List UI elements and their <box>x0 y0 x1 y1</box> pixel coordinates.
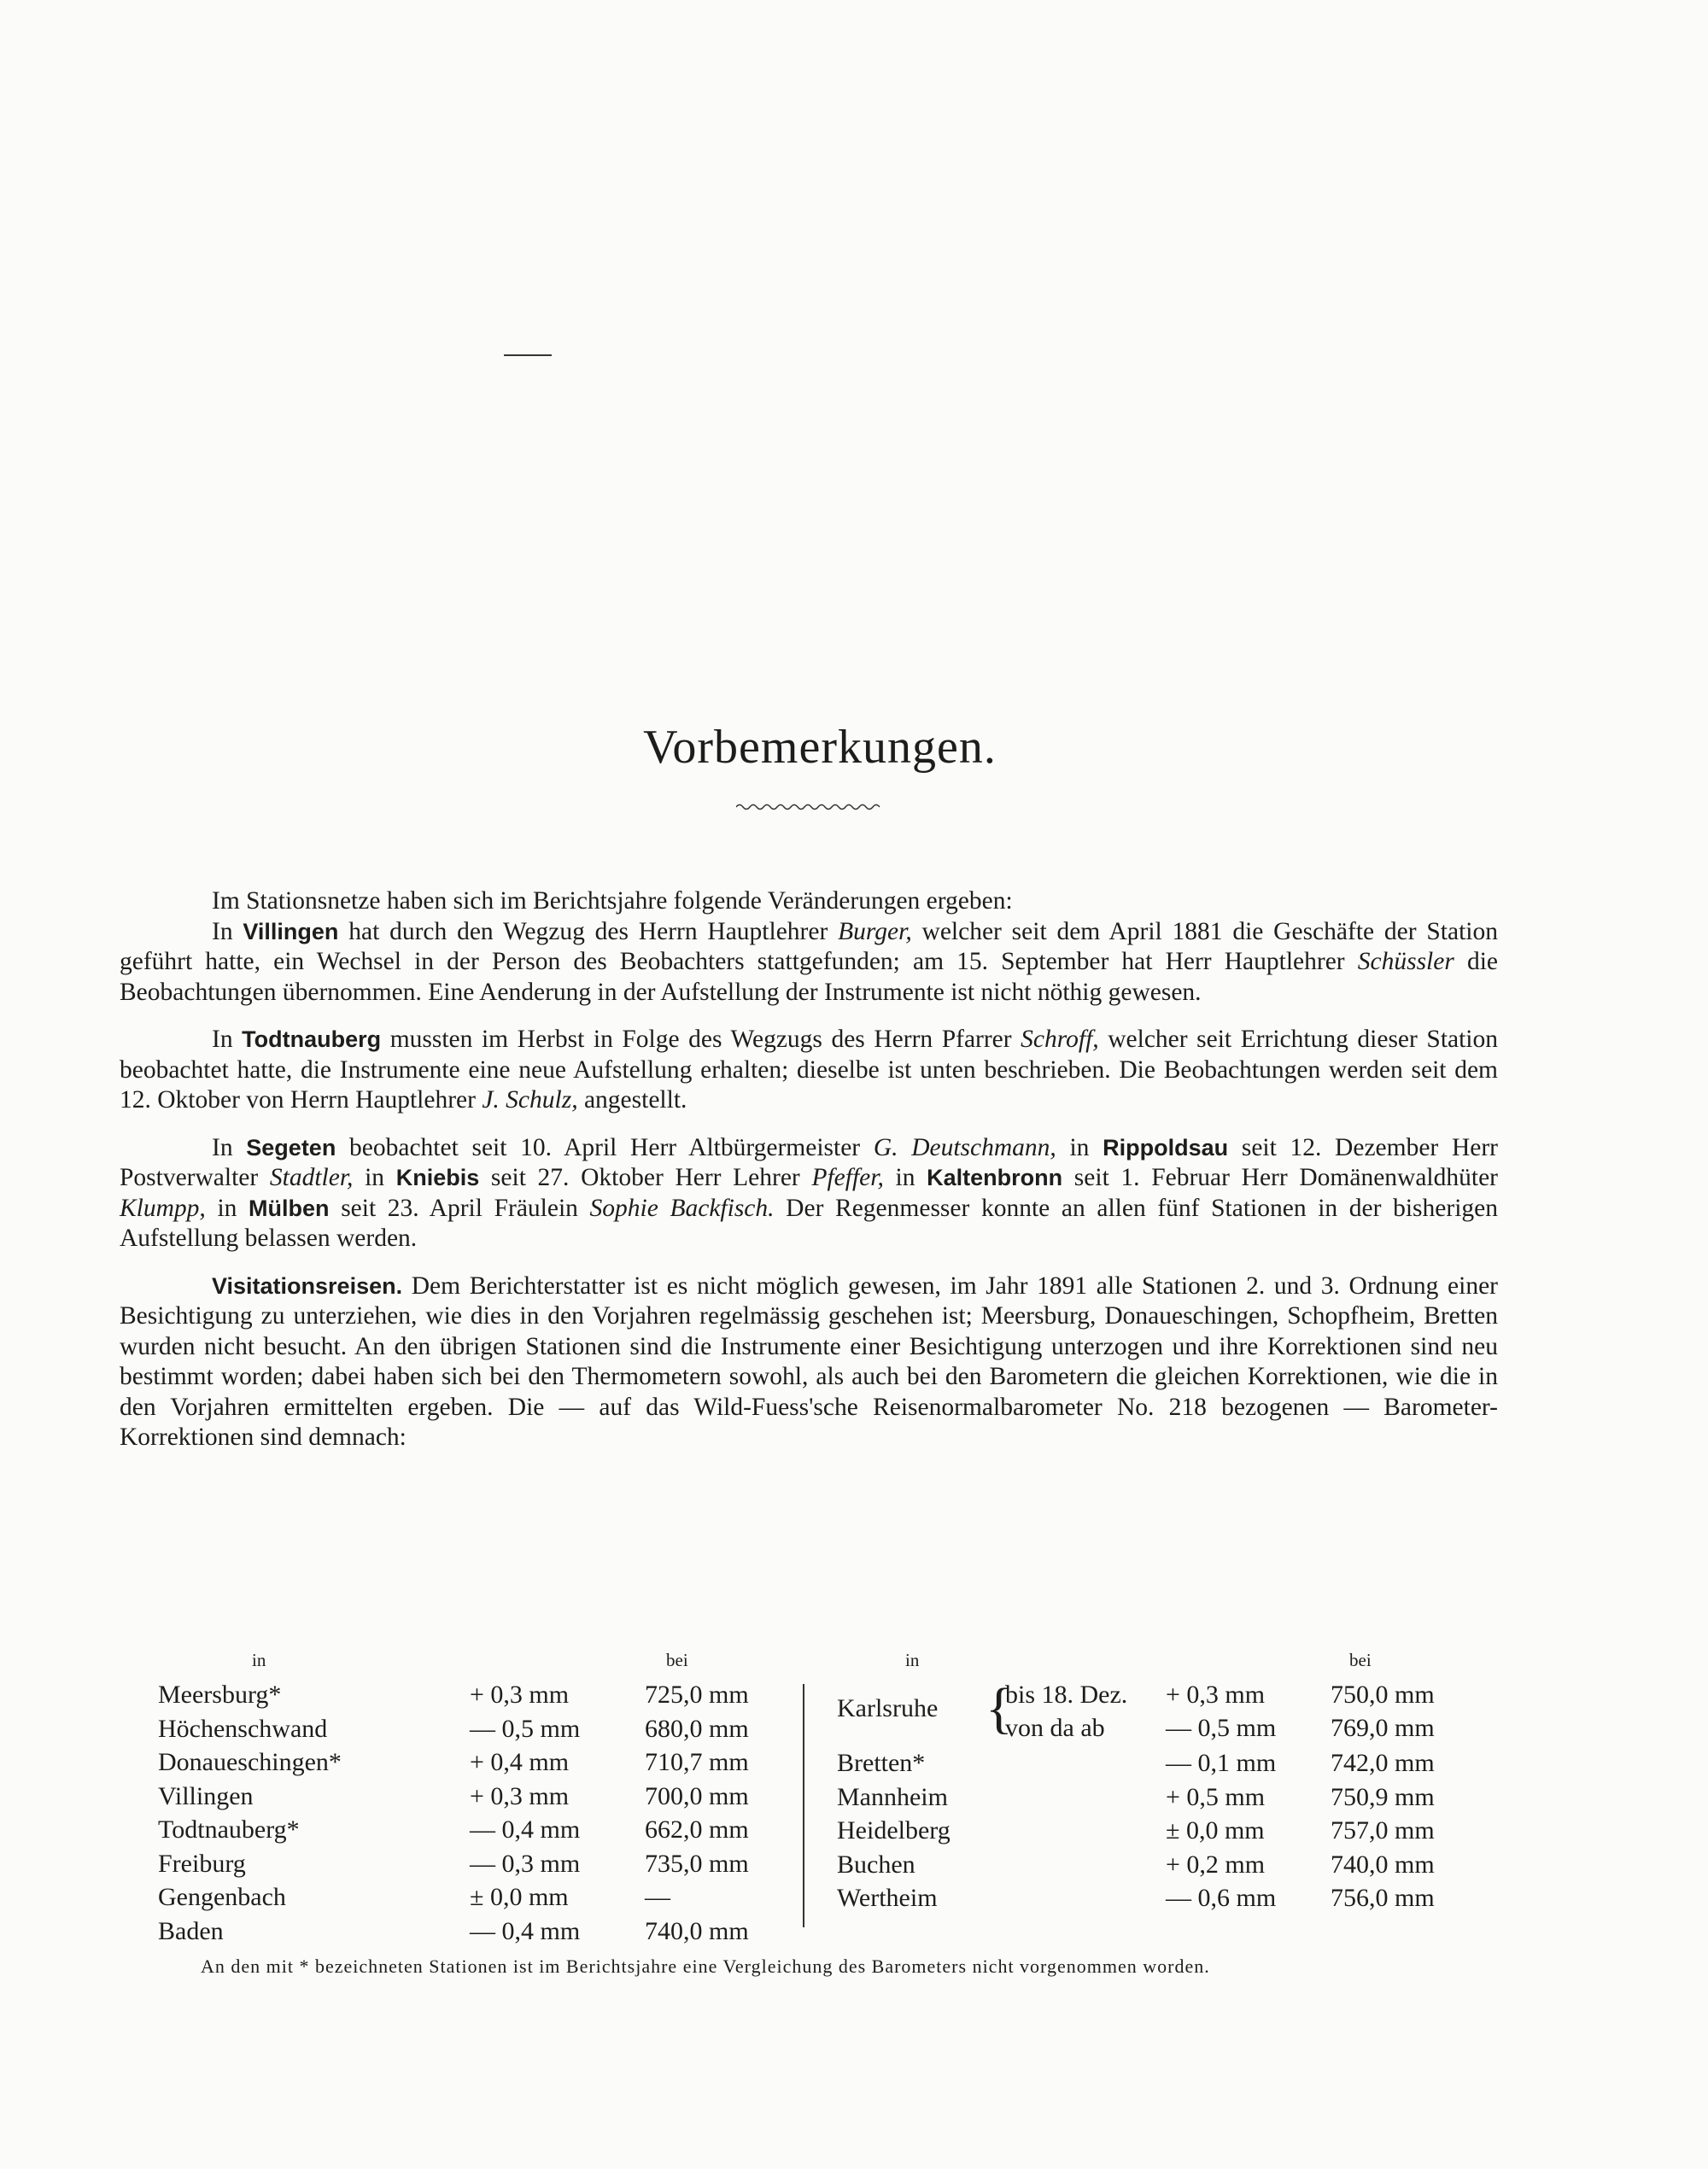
station-name: Villingen <box>243 918 339 944</box>
table-correction: — 0,4 mm <box>470 1916 581 1945</box>
table-period: bis 18. Dez. <box>1005 1681 1128 1709</box>
table-bei: 740,0 mm <box>1331 1850 1435 1879</box>
wavy-ornament <box>736 803 881 811</box>
paragraph-segeten: In Segeten beobachtet seit 10. April Herr Altbürgermeister G. Deutschmann, in Rippoldsau seit 12. Dezember Herr Postverwalter Stadtler, in Kniebis seit 27. Oktober Herr Lehrer Pfeffer, in Kaltenbronn seit 1. Februar Herr Domänenwaldhüter Klumpp, in Mülben seit 23. April Fräulein Sophie Backfisch. Der Regenmesser konnte an allen fünf Stationen in der bisherigen Aufstellung belassen werden. <box>120 1133 1498 1252</box>
table-station: Heidelberg <box>837 1816 951 1845</box>
person-name: Stadtler, <box>269 1164 354 1191</box>
table-correction: — 0,6 mm <box>1166 1884 1277 1912</box>
person-name: Schroff, <box>1021 1026 1099 1053</box>
table-station: Höchenschwand <box>158 1714 328 1743</box>
table-correction: — 0,5 mm <box>1166 1714 1277 1742</box>
person-name: J. Schulz, <box>482 1086 578 1114</box>
table-correction: — 0,4 mm <box>470 1815 581 1844</box>
footnote: An den mit * bezeichneten Stationen ist im Berichtsjahre eine Vergleichung des Barometers nicht vorgenommen worden. <box>201 1956 1210 1977</box>
table-bei: 769,0 mm <box>1331 1714 1435 1742</box>
column-header-bei: bei <box>1349 1650 1372 1670</box>
table-bei: 750,9 mm <box>1331 1782 1435 1811</box>
column-header-in: in <box>252 1650 266 1670</box>
paragraph-villingen: In Villingen hat durch den Wegzug des Herrn Hauptlehrer Burger, welcher seit dem April 1881 die Geschäfte der Station geführt hatte, ein Wechsel in der Person des Beobachters stattgefunden; am 15. September hat Herr Hauptlehrer Schüssler die Beobachtungen übernommen. Eine Aenderung in der Aufstellung der Instrumente ist nicht nöthig gewesen. <box>120 917 1498 1006</box>
table-station: Meersburg* <box>158 1681 282 1709</box>
table-bei: 740,0 mm <box>645 1916 749 1945</box>
table-correction: + 0,2 mm <box>1166 1850 1266 1879</box>
column-header-in: in <box>905 1650 920 1670</box>
person-name: Sophie Backfisch. <box>589 1194 775 1222</box>
person-name: G. Deutschmann, <box>873 1133 1056 1161</box>
table-correction: + 0,4 mm <box>470 1748 570 1776</box>
station-name: Segeten <box>246 1134 336 1161</box>
table-bei: 680,0 mm <box>645 1714 749 1743</box>
person-name: Pfeffer, <box>811 1164 884 1191</box>
table-correction: + 0,3 mm <box>1166 1681 1266 1709</box>
table-station: Villingen <box>158 1781 254 1810</box>
station-name: Kaltenbronn <box>927 1165 1063 1190</box>
person-name: Schüssler <box>1357 948 1454 975</box>
person-name: Klumpp, <box>120 1194 206 1222</box>
table-correction: + 0,3 mm <box>470 1681 570 1709</box>
table-bei: 710,7 mm <box>645 1748 749 1776</box>
table-period: von da ab <box>1005 1714 1105 1742</box>
table-bei: 662,0 mm <box>645 1815 749 1844</box>
table-station: Todtnauberg* <box>158 1815 300 1844</box>
page-title: Vorbemerkungen. <box>643 720 997 774</box>
body-text <box>120 886 1498 1453</box>
table-bei: — <box>645 1883 670 1911</box>
table-bei: 742,0 mm <box>1331 1749 1435 1777</box>
table-station: Buchen <box>837 1850 915 1879</box>
table-station: Gengenbach <box>158 1883 286 1911</box>
table-station: Mannheim <box>837 1782 948 1811</box>
table-correction: + 0,5 mm <box>1166 1782 1266 1811</box>
paragraph-todtnauberg: In Todtnauberg mussten im Herbst in Folge des Wegzugs des Herrn Pfarrer Schroff, welcher seit Errichtung dieser Station beobachtet hatte, die Instrumente eine neue Aufstellung erhalten; dieselbe ist unten beschrieben. Die Beobachtungen werden seit dem 12. Oktober von Herrn Hauptlehrer J. Schulz, angestellt. <box>120 1026 1498 1114</box>
barometer-corrections-table <box>120 1650 1503 1945</box>
top-dash-rule <box>504 354 552 356</box>
station-name: Rippoldsau <box>1103 1134 1229 1161</box>
station-name: Mülben <box>249 1195 330 1221</box>
table-station: Bretten* <box>837 1749 926 1777</box>
section-heading: Visitationsreisen. <box>212 1272 403 1299</box>
brace-icon: { <box>986 1677 1013 1739</box>
table-station: Freiburg <box>158 1849 246 1878</box>
table-correction: — 0,3 mm <box>470 1849 581 1878</box>
table-bei: 725,0 mm <box>645 1681 749 1709</box>
table-bei: 700,0 mm <box>645 1781 749 1810</box>
person-name: Burger, <box>838 917 912 945</box>
intro-paragraph: Im Stationsnetze haben sich im Berichtsjahre folgende Veränderungen ergeben: <box>212 887 1013 915</box>
table-station: Wertheim <box>837 1884 938 1912</box>
table-bei: 757,0 mm <box>1331 1816 1435 1845</box>
table-correction: + 0,3 mm <box>470 1781 570 1810</box>
table-station: Karlsruhe <box>837 1694 939 1722</box>
table-bei: 750,0 mm <box>1331 1681 1435 1709</box>
table-correction: ± 0,0 mm <box>1166 1816 1265 1845</box>
table-station: Baden <box>158 1916 224 1945</box>
column-header-bei: bei <box>666 1650 688 1670</box>
table-correction: — 0,1 mm <box>1166 1749 1277 1777</box>
table-correction: — 0,5 mm <box>470 1714 581 1743</box>
table-bei: 756,0 mm <box>1331 1884 1435 1912</box>
station-name: Kniebis <box>395 1165 480 1190</box>
table-correction: ± 0,0 mm <box>470 1883 569 1911</box>
table-bei: 735,0 mm <box>645 1849 749 1878</box>
station-name: Todtnauberg <box>242 1026 382 1052</box>
column-divider <box>803 1684 804 1927</box>
paragraph-visitationsreisen: Visitationsreisen. Dem Berichterstatter ist es nicht möglich gewesen, im Jahr 1891 alle Stationen 2. und 3. Ordnung einer Besichtigung zu unterziehen, wie dies in den Vorjahren regelmässig geschehen ist; Meersburg, Donaueschingen, Schopfheim, Bretten wurden nicht besucht. An den übrigen Stationen sind die Instrumente einer Besichtigung unterzogen und ihre Korrektionen sind neu bestimmt worden; dabei haben sich bei den Thermometern sowohl, als auch bei den Barometern die gleichen Korrektionen, wie die in den Vorjahren ermittelten ergeben. Die — auf das Wild-Fuess'sche Reisenormalbarometer No. 218 bezogenen — Barometer-Korrektionen sind demnach: <box>120 1272 1498 1451</box>
table-station: Donaueschingen* <box>158 1748 342 1776</box>
